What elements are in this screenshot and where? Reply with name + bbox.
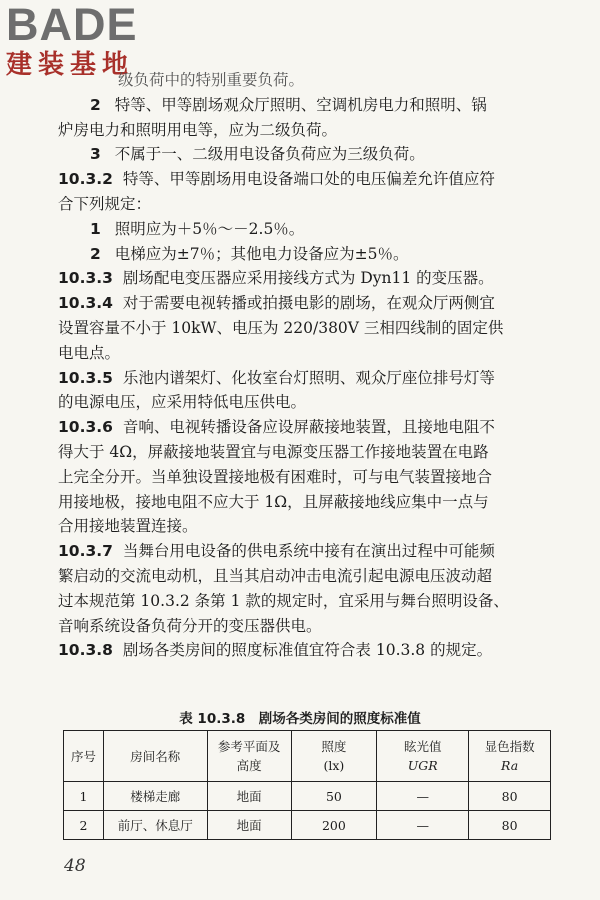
- header-text: UGR: [407, 758, 438, 773]
- clause-number: 10.3.6: [58, 418, 113, 437]
- table-cell: 80: [469, 782, 551, 811]
- continued-line: 合下列规定：: [58, 194, 152, 213]
- header-text: 显色指数: [484, 739, 535, 754]
- table-header-cell: [377, 731, 469, 782]
- header-text: (lx): [323, 758, 345, 773]
- header-text: 眩光值: [403, 739, 442, 754]
- table-header-cell: [291, 731, 377, 782]
- line-text: 特等、甲等剧场用电设备端口处的电压偏差允许值应符: [122, 170, 495, 189]
- continued-line: 的电源电压，应采用特低电压供电。: [58, 393, 307, 412]
- table-cell: —: [377, 811, 469, 840]
- table-title: 表 10.3.8 剧场各类房间的照度标准值: [179, 711, 421, 727]
- table-row: [64, 811, 551, 840]
- line-text: 剧场配电变压器应采用接线方式为 Dyn11 的变压器。: [122, 269, 494, 288]
- line-text: 音响、电视转播设备应设屏蔽接地装置，且接地电阻不: [122, 418, 495, 437]
- header-text: 照度: [321, 739, 347, 754]
- item-number: 1: [90, 219, 101, 238]
- table-header-cell: [103, 731, 207, 782]
- clause-number: 10.3.5: [58, 368, 113, 387]
- continued-line: 音响系统设备负荷分开的变压器供电。: [58, 616, 322, 635]
- continued-line: 合用接地装置连接。: [58, 517, 198, 536]
- line-text: 对于需要电视转播或拍摄电影的剧场，在观众厅两侧宜: [122, 294, 495, 313]
- continued-line: 得大于 4Ω，屏蔽接地装置宜与电源变压器工作接地装置在电路: [58, 442, 489, 461]
- clause: [58, 638, 570, 663]
- continued-line: 设置容量不小于 10kW、电压为 220/380V 三相四线制的固定供: [58, 318, 504, 337]
- list-item: [58, 217, 570, 242]
- table-cell: —: [377, 782, 469, 811]
- clause-number: 10.3.8: [58, 641, 113, 660]
- continued-line: 过本规范第 10.3.2 条第 1 款的规定时，宜采用与舞台照明设备、: [58, 591, 509, 610]
- clause: [58, 539, 570, 564]
- table-cell: 地面: [207, 811, 291, 840]
- line-text: 剧场各类房间的照度标准值宜符合表 10.3.8 的规定。: [122, 641, 493, 660]
- table-cell: 1: [64, 782, 104, 811]
- line-text: 当舞台用电设备的供电系统中接有在演出过程中可能频: [122, 542, 495, 561]
- table-header-row: [64, 731, 551, 782]
- item-number: 2: [90, 95, 101, 114]
- header-text: 序号: [70, 748, 96, 764]
- line-text: 不属于一、二级用电设备负荷应为三级负荷。: [114, 145, 425, 164]
- header-text: 高度: [236, 758, 262, 773]
- header-text: Ra: [501, 758, 519, 773]
- table-header-cell: [469, 731, 551, 782]
- clause-number: 10.3.3: [58, 269, 113, 288]
- table-cell: 80: [469, 811, 551, 840]
- table-cell: 楼梯走廊: [103, 782, 207, 811]
- continued-line: 电电点。: [58, 343, 121, 362]
- table-cell: 2: [64, 811, 104, 840]
- continued-line: 上完全分开。当单独设置接地极有困难时，可与电气装置接地合: [58, 467, 493, 486]
- table-cell: 50: [291, 782, 377, 811]
- continued-line: 繁启动的交流电动机，且当其启动冲击电流引起电源电压波动超: [58, 566, 493, 585]
- clause-number: 10.3.2: [58, 170, 113, 189]
- table-header-cell: [207, 731, 291, 782]
- line-text: 电梯应为±7％；其他电力设备应为±5％。: [114, 244, 409, 263]
- list-item: [58, 93, 570, 118]
- continued-line: 级负荷中的特别重要负荷。: [118, 71, 305, 89]
- clause-number: 10.3.7: [58, 542, 113, 561]
- clause: [58, 366, 570, 391]
- clause: [58, 266, 570, 291]
- table-row: [64, 782, 551, 811]
- illuminance-table: [63, 730, 551, 840]
- body-text: [58, 68, 570, 663]
- logo-brand: BADE: [6, 0, 138, 50]
- list-item: [58, 142, 570, 167]
- logo-subtitle: 建装基地: [6, 50, 135, 80]
- header-text: 房间名称: [130, 748, 181, 764]
- clause: [58, 167, 570, 192]
- line-text: 特等、甲等剧场观众厅照明、空调机房电力和照明、锅: [114, 95, 487, 114]
- table-header-cell: [64, 731, 104, 782]
- table-cell: 200: [291, 811, 377, 840]
- clause: [58, 291, 570, 316]
- line-text: 乐池内谱架灯、化妆室台灯照明、观众厅座位排号灯等: [122, 368, 495, 387]
- table-cell: 地面: [207, 782, 291, 811]
- page-number: 48: [64, 856, 86, 876]
- continued-line: 炉房电力和照明用电等，应为二级负荷。: [58, 120, 338, 139]
- clause-number: 10.3.4: [58, 294, 113, 313]
- continued-line: 用接地极，接地电阻不应大于 1Ω，且屏蔽接地线应集中一点与: [58, 492, 489, 511]
- table-cell: 前厅、休息厅: [103, 811, 207, 840]
- line-text: 照明应为＋5％～－2.5％。: [114, 219, 305, 238]
- clause: [58, 415, 570, 440]
- list-item: [58, 242, 570, 267]
- item-number: 2: [90, 244, 101, 263]
- header-text: 参考平面及: [217, 739, 281, 754]
- item-number: 3: [90, 145, 101, 164]
